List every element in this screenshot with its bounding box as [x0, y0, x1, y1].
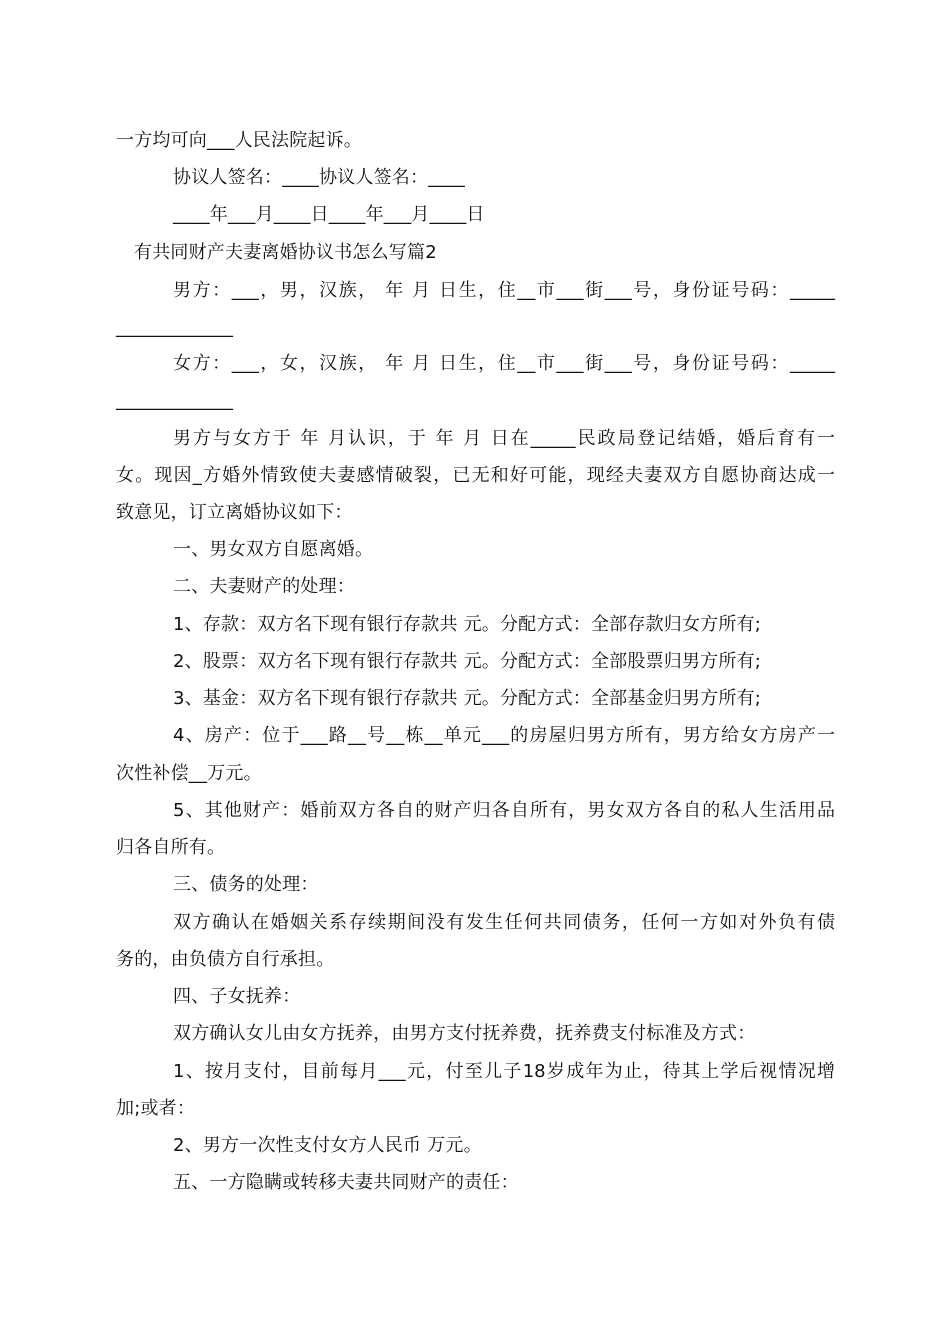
list-item: 2、男方一次性支付女方人民币 万元。 [173, 1135, 482, 1156]
clause-heading: 三、债务的处理： [173, 874, 319, 895]
text-line: 女方：___，女，汉族， 年 月 日生，住__市___街___号，身份证号码：_____ [173, 353, 835, 374]
clause-heading: 五、一方隐瞒或转移夫妻共同财产的责任： [173, 1172, 519, 1193]
section-title: 有共同财产夫妻离婚协议书怎么写篇2 [134, 242, 437, 263]
text-line: 归各自所有。 [116, 837, 226, 858]
text-line: 双方确认女儿由女方抚养，由男方支付抚养费，抚养费支付标准及方式： [173, 1023, 756, 1044]
list-item: 5、其他财产：婚前双方各自的财产归各自所有，男女双方各自的私人生活用品 [173, 800, 835, 821]
clause-heading: 一、男女双方自愿离婚。 [173, 539, 374, 560]
text-line: 致意见，订立离婚协议如下： [116, 502, 353, 523]
list-item: 2、股票：双方名下现有银行存款共 元。分配方式：全部股票归男方所有; [173, 651, 762, 672]
text-line: 务的，由负债方自行承担。 [116, 949, 335, 970]
text-line: 男方与女方于 年 月认识，于 年 月 日在_____民政局登记结婚，婚后育有一 [173, 428, 835, 449]
clause-heading: 二、夫妻财产的处理： [173, 576, 355, 597]
text-line: 一方均可向___人民法院起诉。 [116, 130, 362, 151]
text-line: 次性补偿__万元。 [116, 763, 262, 784]
clause-heading: 四、子女抚养： [173, 986, 301, 1007]
list-item: 1、按月支付，目前每月___元，付至儿子18岁成年为止，待其上学后视情况增 [173, 1061, 835, 1082]
text-line: 双方确认在婚姻关系存续期间没有发生任何共同债务，任何一方如对外负有债 [173, 912, 835, 933]
text-line: 加;或者： [116, 1098, 196, 1119]
list-item: 1、存款：双方名下现有银行存款共 元。分配方式：全部存款归女方所有; [173, 614, 762, 635]
signature-line: 协议人签名：____协议人签名：____ [173, 167, 465, 188]
date-line: ____年___月____日____年___月____日 [173, 204, 485, 225]
text-line: 男方：___，男，汉族， 年 月 日生，住__市___街___号，身份证号码：_____ [173, 280, 835, 301]
list-item: 3、基金：双方名下现有银行存款共 元。分配方式：全部基金归男方所有; [173, 688, 762, 709]
text-line: 女。现因_方婚外情致使夫妻感情破裂，已无和好可能，现经夫妻双方自愿协商达成一 [116, 465, 835, 486]
text-line: _____________ [116, 317, 233, 338]
text-line: _____________ [116, 390, 233, 411]
list-item: 4、房产：位于___路__号__栋__单元___的房屋归男方所有，男方给女方房产一 [173, 725, 835, 746]
